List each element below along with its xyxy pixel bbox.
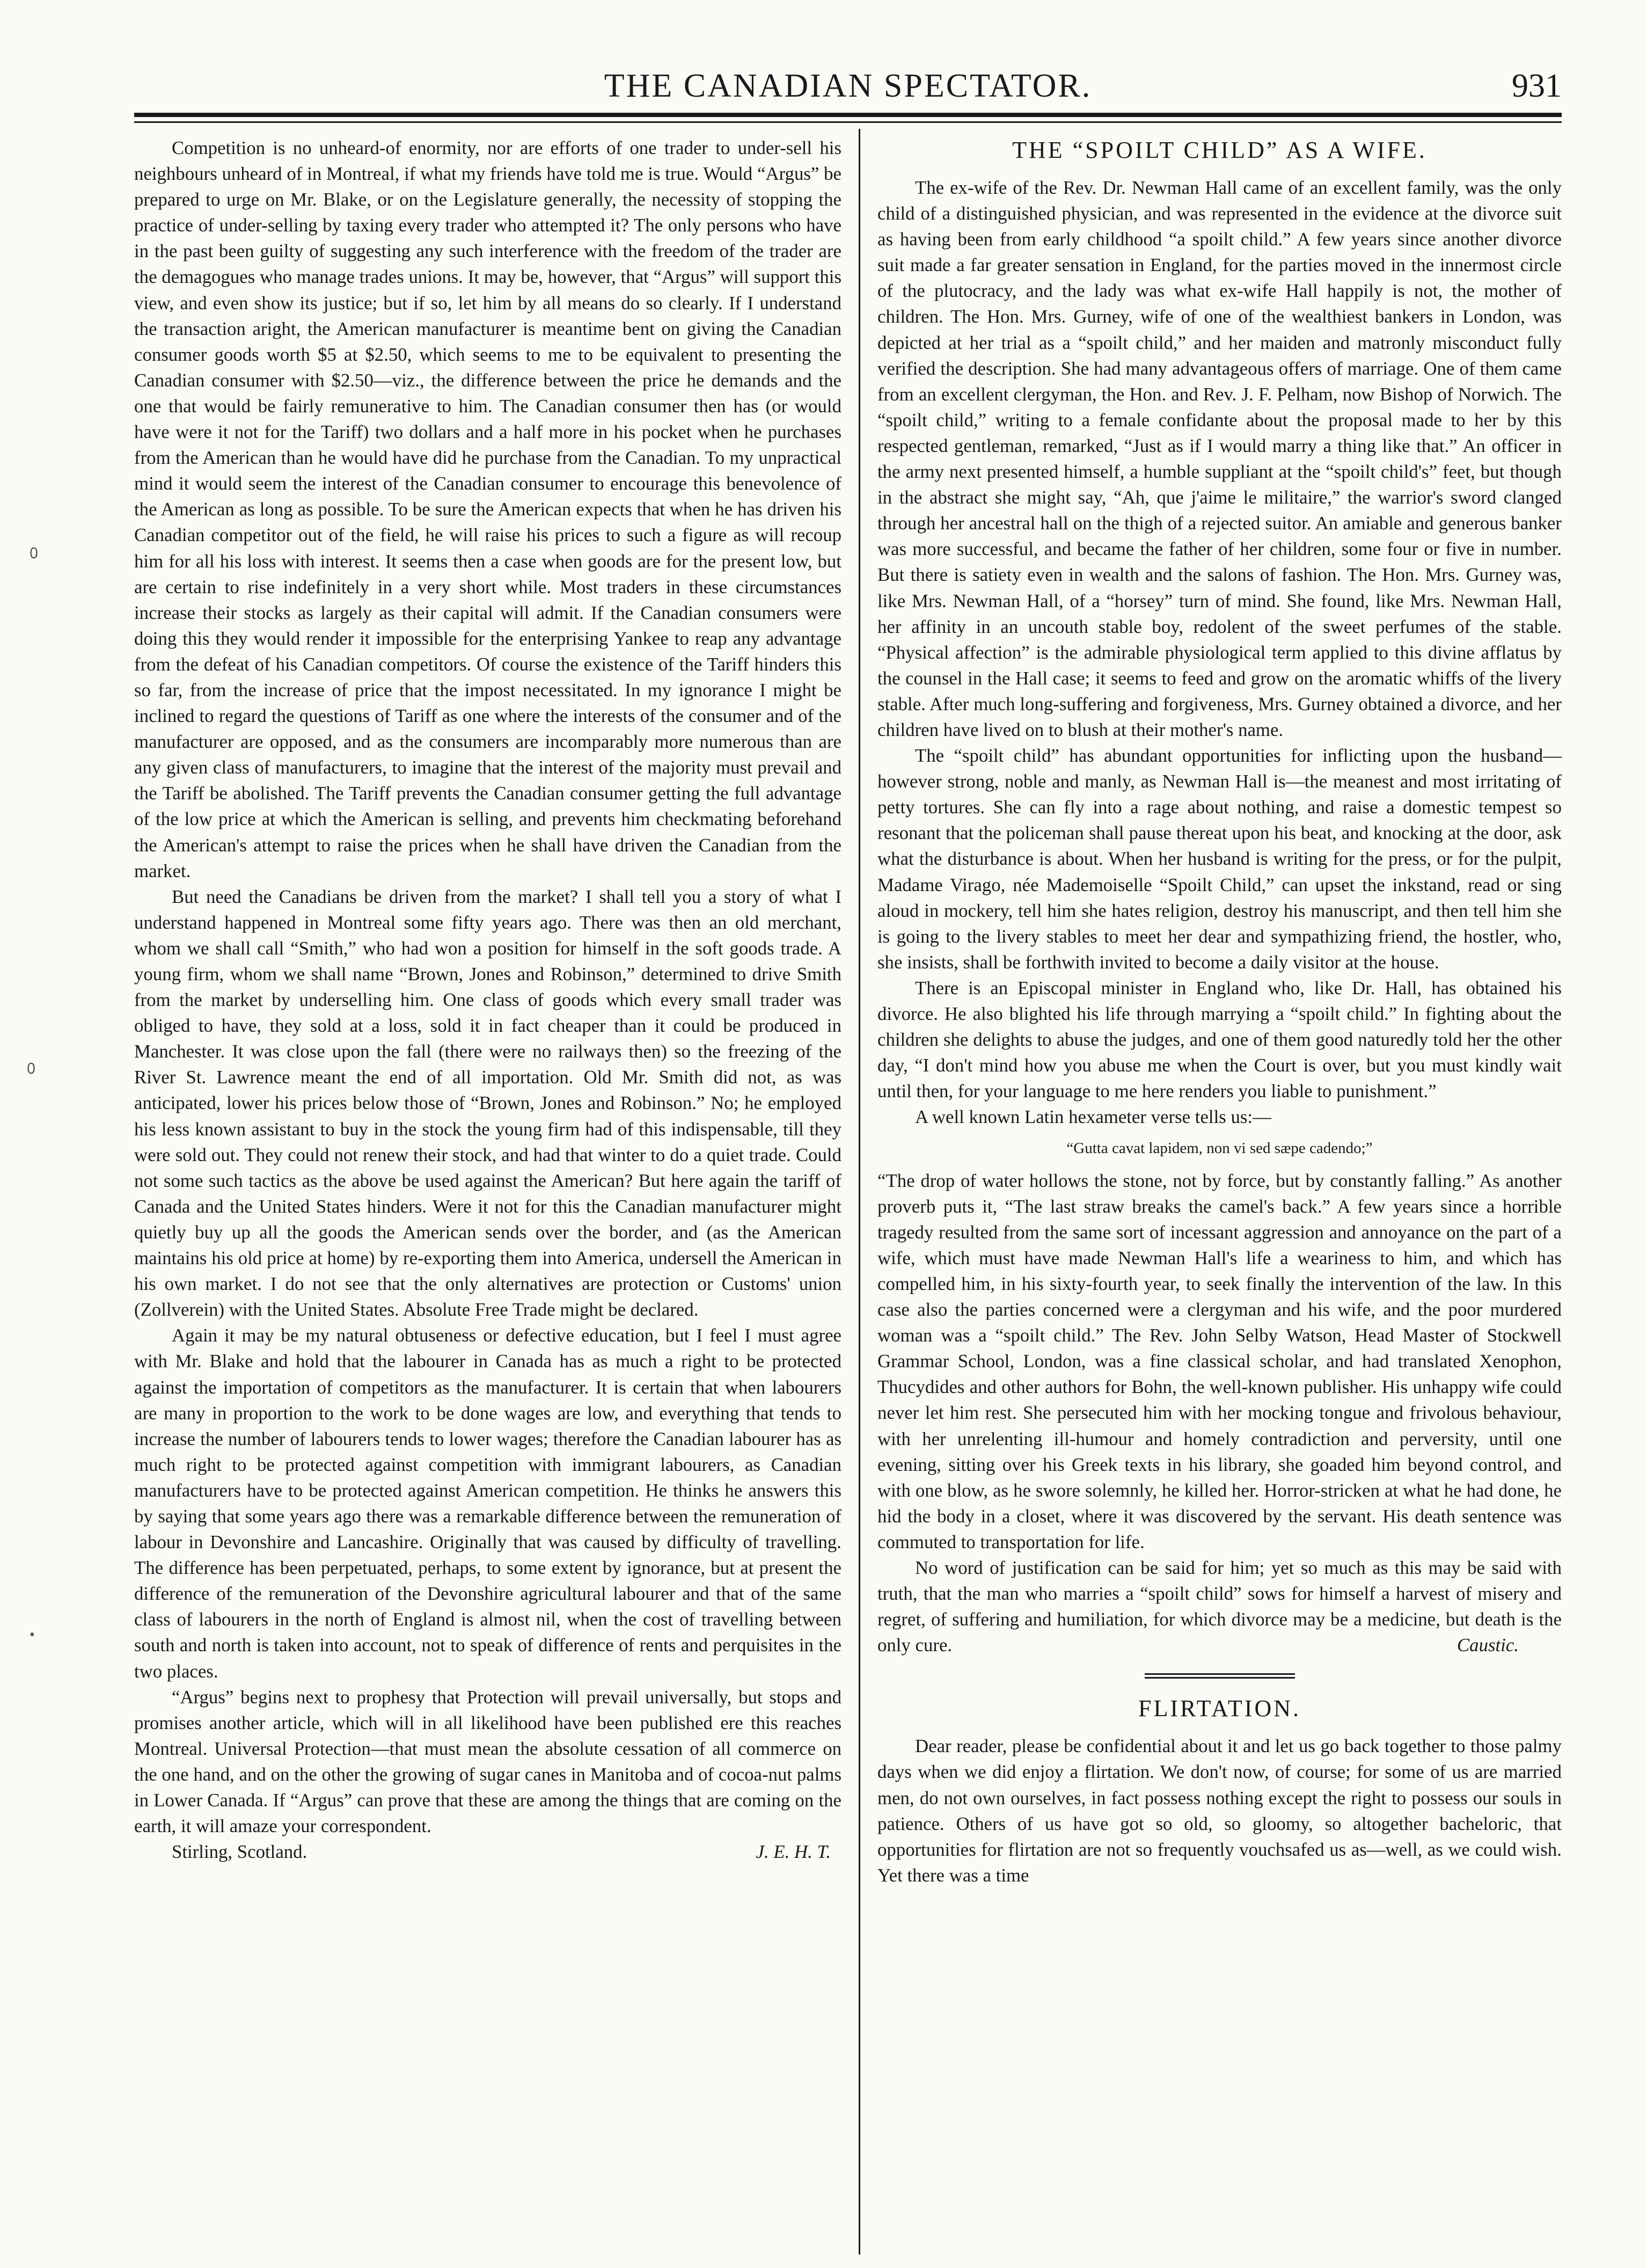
author-signature: Caustic.	[1456, 1635, 1519, 1656]
dateline: Stirling, Scotland.	[172, 1841, 308, 1863]
article-paragraph-text: No word of justification can be said for him; yet so much as this may be said with truth, that the man who marries a “spoilt child” sows for himself a harvest of misery and regret, of suffering and humiliation, for which divorce may be a medicine, but death is the only cure.	[877, 1557, 1562, 1656]
masthead-rule-thick	[134, 113, 1562, 117]
column-divider	[859, 129, 860, 2255]
article-paragraph: Dear reader, please be confidential about it and let us go back together to those palmy days when we did enjoy a flirtation. We don't now, of course; for some of us are married men, do not own ourselves, in fact possess nothing except the right to possess our souls in patience. Others of us have got so old, so gloomy, so altogether bacheloric, that opportunities for flirtation are not so frequently vouchsafed us as—well, as we could wish. Yet there was a time	[877, 1735, 1562, 1886]
article-paragraph: But need the Canadians be driven from the market? I shall tell you a story of what I understand happened in Montreal some fifty years ago. There was then an old merchant, whom we shall call “Smith,” who had won a position for himself in the soft goods trade. A young firm, whom we shall name “Brown, Jones and Robinson,” determined to drive Smith from the market by underselling him. One class of goods which every small trader was obliged to have, they sold at a loss, sold it in fact cheaper than it could be produced in Manchester. It was close upon the fall (there were no railways then) so the freezing of the River St. Lawrence meant the end of all importation. Old Mr. Smith did not, as was anticipated, lower his prices below those of “Brown, Jones and Robinson.” No; he employed his less known assistant to buy in the stock the young firm had of this indispensable, till they were sold out. They could not renew their stock, and had that winter to do a quiet trade. Could not some such tactics as the above be used against the American? But here again the tariff of Canada and the United States hinders. Were it not for this the Canadian manufacturer might quietly buy up all the goods the American sends over the border, and (as the American maintains his old price at home) by re-exporting them into America, undersell the American in his own market. I do not see that the only alternatives are protection or Customs' union (Zollverein) with the United States. Absolute Free Trade might be declared.	[134, 886, 841, 1321]
latin-quote: “Gutta cavat lapidem, non vi sed sæpe cadendo;”	[1066, 1140, 1373, 1157]
article-paragraph	[877, 1555, 1562, 1658]
margin-mark: •	[30, 1627, 35, 1643]
article-paragraph: The ex-wife of the Rev. Dr. Newman Hall came of an excellent family, was the only child of a distinguished physician, and was represented in the evidence at the divorce suit as having been from early childhood “a spoilt child.” A few years since another divorce suit made a far greater sensation in England, for the parties moved in the innermost circle of the plutocracy, and the lady was what ex-wife Hall happily is not, the mother of children. The Hon. Mrs. Gurney, wife of one of the wealthiest bankers in London, was depicted at her trial as a “spoilt child,” and her maiden and matronly misconduct fully verified the description. She had many advantageous offers of marriage. One of them came from an excellent clergyman, the Hon. and Rev. J. F. Pelham, now Bishop of Norwich. The “spoilt child,” writing to a female confidante about the proposal made to her by this respected gentleman, remarked, “Just as if I would marry a thing like that.” An officer in the army next presented himself, a humble suppliant at the “spoilt child's” feet, but though in the abstract she might say, “Ah, que j'aime le militaire,” the warrior's sword clanged through her ancestral hall on the thigh of a rejected suitor. An amiable and generous banker was more successful, and became the father of her children, some four or five in number. But there is satiety even in wealth and the salons of fashion. The Hon. Mrs. Gurney was, like Mrs. Newman Hall, of a “horsey” turn of mind. She found, like Mrs. Newman Hall, her affinity in an uncouth stable boy, redolent of the sweet perfumes of the stable. “Physical affection” is the admirable physiological term applied to this divine afflatus by the counsel in the Hall case; it seems to feed and grow on the aromatic whiffs of the livery stable. After much long-suffering and forgiveness, Mrs. Gurney obtained a divorce, and her children have lived on to blush at their mother's name.	[877, 177, 1562, 740]
margin-mark: ᠐	[27, 1061, 36, 1077]
article-paragraph: Competition is no unheard-of enormity, nor are efforts of one trader to under-sell his neighbours unheard of in Montreal, if what my friends have told me is true. Would “Argus” be prepared to urge on Mr. Blake, or on the Legislature generally, the necessity of stopping the practice of under-selling by taxing every trader who attempted it? The only persons who have in the past been guilty of suggesting any such interference with the freedom of the trader are the demagogues who manage trades unions. It may be, however, that “Argus” will support this view, and even show its justice; but if so, let him by all means do so clearly. If I understand the transaction aright, the American manufacturer is meantime bent on giving the Canadian consumer goods worth $5 at $2.50, which seems to me to be equivalent to presenting the Canadian consumer with $2.50—viz., the difference between the price he demands and the one that would be fairly remunerative to him. The Canadian consumer then has (or would have were it not for the Tariff) two dollars and a half more in his pocket when he purchases from the American than he would have did he purchase from the Canadian. To my unpractical mind it would seem the interest of the Canadian consumer to encourage this benevolence of the American as long as possible. To be sure the American expects that when he has driven his Canadian competitor out of the field, he will raise his prices to such a figure as will recoup him for all his loss with interest. It seems then a case when goods are for the present low, but are certain to rise indefinitely in a very short while. Most traders in these circumstances increase their stocks as largely as their capital will admit. If the Canadian consumers were doing this they would render it impossible for the enterprising Yankee to reap any advantage from the defeat of his Canadian competitors. Of course the existence of the Tariff hinders this so far, from the increase of price that the impost necessitated. In my ignorance I might be inclined to regard the questions of Tariff as one where the interests of the consumer and of the manufacturer are opposed, and as the consumers are incomparably more numerous than are any given class of manufacturers, to imagine that the interest of the majority must prevail and the Tariff be abolished. The Tariff prevents the Canadian consumer getting the full advantage of the low price at which the American is selling, and prevents him checkmating beforehand the American's attempt to raise the prices when he shall have driven the Canadian from the market.	[134, 137, 841, 881]
right-column-articles	[877, 135, 1562, 1888]
article-headline-spoilt-child: THE “SPOILT CHILD” AS A WIFE.	[1012, 137, 1427, 163]
author-signature: J. E. H. T.	[756, 1841, 831, 1863]
article-paragraph: A well known Latin hexameter verse tells us:—	[915, 1106, 1271, 1128]
margin-mark: ᠐	[30, 545, 39, 562]
left-column-article	[134, 135, 841, 1865]
article-paragraph: The “spoilt child” has abundant opportunities for inflicting upon the husband—however strong, noble and manly, as Newman Hall is—the meanest and most irritating of petty tortures. She can fly into a rage about nothing, and raise a domestic tempest so resonant that the policeman shall pause thereat upon his beat, and knocking at the door, ask what the disturbance is about. When her husband is writing for the press, or for the pulpit, Madame Virago, née Mademoiselle “Spoilt Child,” can upset the inkstand, read or sing aloud in mockery, tell him she hates religion, destroy his manuscript, and then tell him she is going to the livery stables to meet her dear and sympathizing friend, the hostler, who, she insists, shall be forthwith invited to become a daily visitor at the house.	[877, 745, 1562, 973]
signature-line	[134, 1839, 841, 1865]
article-paragraph: There is an Episcopal minister in England who, like Dr. Hall, has obtained his divorce. He also blighted his life through marrying a “spoilt child.” In fighting about the children she delights to abuse the judges, and one of them good naturedly told her the other day, “I don't mind how you abuse me when the Court is over, but you must kindly wait until then, for your language to me here renders you liable to punishment.”	[877, 977, 1562, 1102]
newspaper-title: THE CANADIAN SPECTATOR.	[604, 68, 1092, 104]
article-headline-flirtation: FLIRTATION.	[1138, 1695, 1301, 1722]
article-paragraph: Again it may be my natural obtuseness or defective education, but I feel I must agree with Mr. Blake and hold that the labourer in Canada has as much a right to be protected against the importation of competitors as the manufacturer. It is certain that when labourers are many in proportion to the work to be done wages are low, and everything that tends to increase the number of labourers tends to lower wages; therefore the Canadian labourer has as much right to be protected against competition with immigrant labourers, as Canadian manufacturers have to be protected against American competition. He thinks he answers this by saying that some years ago there was a remarkable difference between the remuneration of labour in Devonshire and Lancashire. Originally that was caused by difficulty of travelling. The difference has been perpetuated, perhaps, to some extent by ignorance, but at present the difference of the remuneration of the Devonshire agricultural labourer and that of the same class of labourers in the north of England is almost nil, when the cost of travelling between south and north is taken into account, not to speak of difference of rents and perquisites in the two places.	[134, 1325, 841, 1682]
article-paragraph: “The drop of water hollows the stone, not by force, but by constantly falling.” As another proverb puts it, “The last straw breaks the camel's back.” A few years since a horrible tragedy resulted from the same sort of incessant aggression and annoyance on the part of a wife, which must have made Newman Hall's life a weariness to him, and which has compelled him, in his sixty-fourth year, to seek finally the intervention of the law. In this case also the parties concerned were a clergyman and his wife, and the poor murdered woman was a “spoilt child.” The Rev. John Selby Watson, Head Master of Stockwell Grammar School, London, was a fine classical scholar, and had translated Xenophon, Thucydides and other authors for Bohn, the well-known publisher. His unhappy wife could never let him rest. She persecuted him with her mocking tongue and frivolous behaviour, with her unrelenting ill-humour and homely contradiction and perversity, until one evening, sitting over his Greek texts in his library, she goaded him beyond control, and with one blow, as he swore solemnly, he killed her. Horror-stricken at what he had done, he hid the body in a closet, where it was discovered by the servant. His death sentence was commuted to transportation for life.	[877, 1170, 1562, 1552]
masthead	[134, 67, 1562, 112]
page-number: 931	[1512, 68, 1562, 104]
masthead-rule-thin	[134, 121, 1562, 123]
article-paragraph: “Argus” begins next to prophesy that Protection will prevail universally, but stops and promises another article, which will in all likelihood have been published ere this reaches Montreal. Universal Protection—that must mean the absolute cessation of all commerce on the one hand, and on the other the growing of sugar canes in Manitoba and of cocoa-nut palms in Lower Canada. If “Argus” can prove that these are among the things that are coming on the earth, it will amaze your correspondent.	[134, 1686, 841, 1837]
section-separator	[1145, 1673, 1295, 1675]
section-separator	[1145, 1677, 1295, 1679]
